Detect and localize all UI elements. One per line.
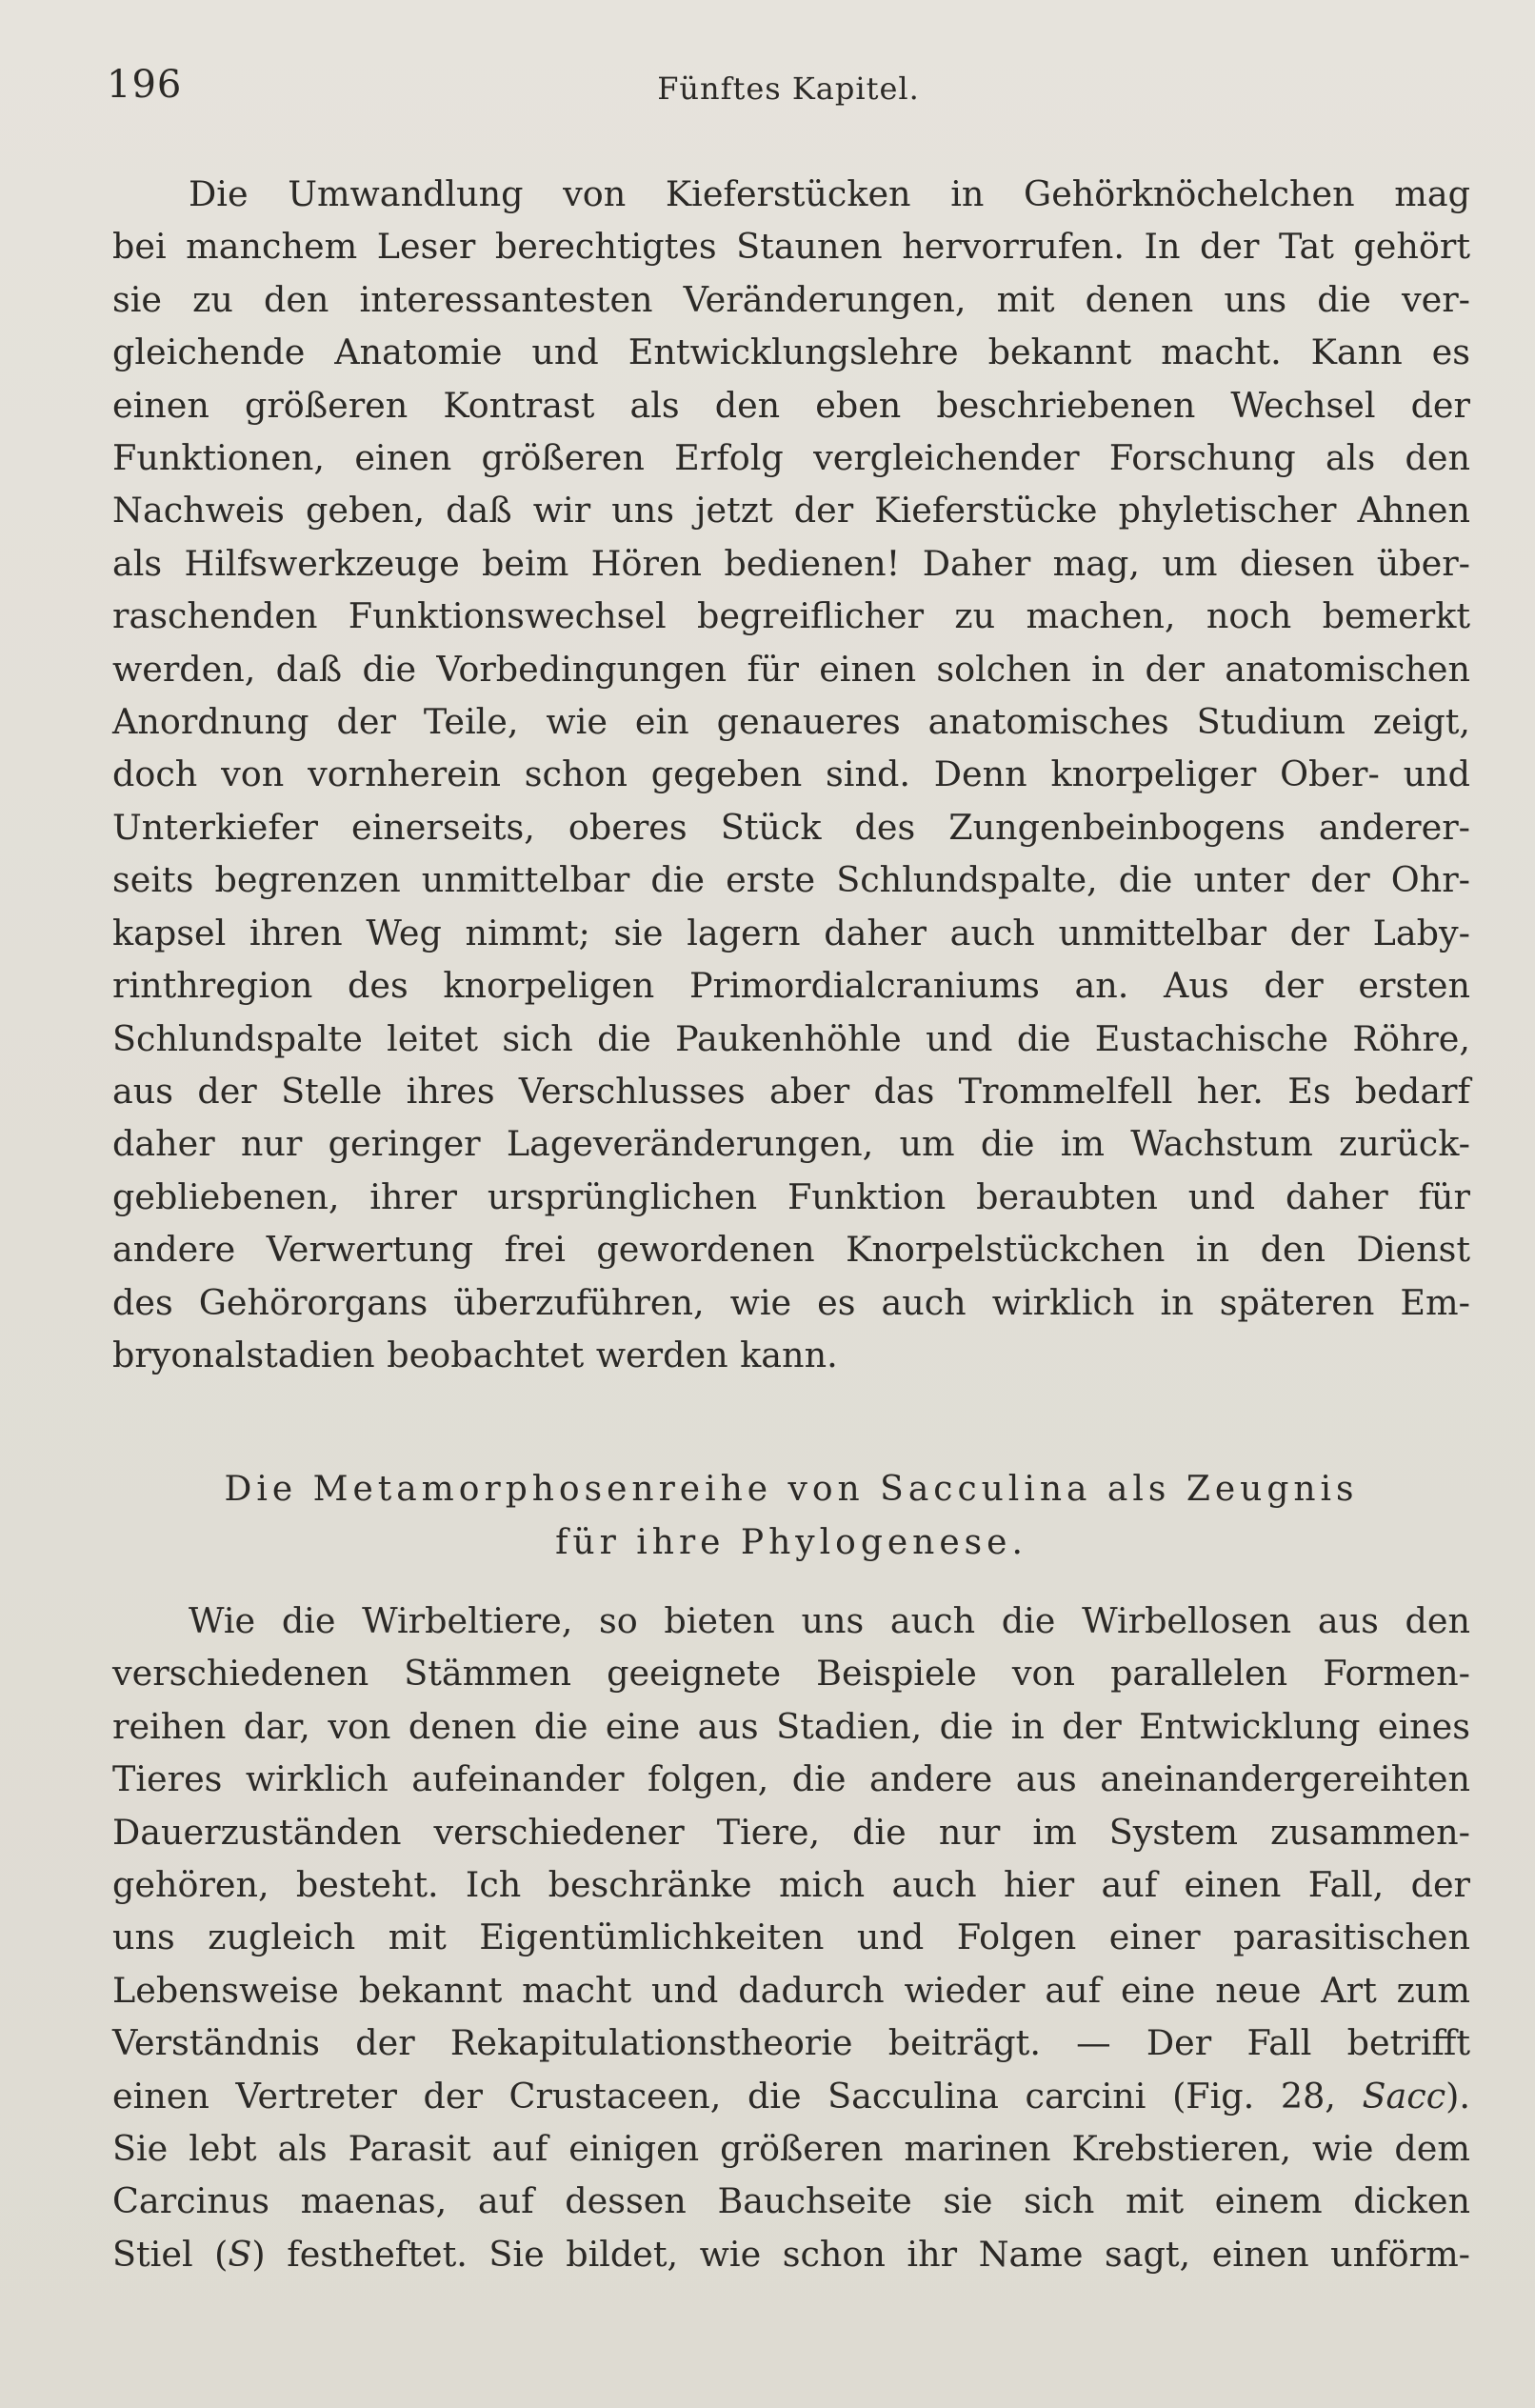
text-line: uns zugleich mit Eigentümlichkeiten und Folgen einer parasitischen	[112, 1916, 1470, 1958]
text-line: werden, daß die Vorbedingungen für einen solchen in der anatomischen	[112, 648, 1470, 690]
text-line: raschenden Funktionswechsel begreiflicher zu machen, noch bemerkt	[112, 595, 1470, 637]
text-line: rinthregion des knorpeligen Primordialcraniums an. Aus der ersten	[112, 965, 1470, 1007]
section-heading-line: Die Metamorphosenreihe von Sacculina als Zeugnis	[224, 1470, 1359, 1509]
text-line: Verständnis der Rekapitulationstheorie beiträgt. — Der Fall betrifft	[112, 2022, 1470, 2064]
section-heading-line: für ihre Phylogenese.	[555, 1523, 1027, 1562]
text-line: bryonalstadien beobachtet werden kann.	[112, 1334, 838, 1375]
text-line: andere Verwertung frei gewordenen Knorpelstückchen in den Dienst	[112, 1229, 1470, 1271]
text-line: Wie die Wirbeltiere, so bieten uns auch die Wirbellosen aus den	[189, 1600, 1470, 1641]
text-segment: Stiel (	[112, 2233, 229, 2275]
text-line: einen größeren Kontrast als den eben beschriebenen Wechsel der	[112, 384, 1470, 426]
text-line: des Gehörorgans überzuführen, wie es auch wirklich in späteren Em-	[112, 1281, 1470, 1323]
text-line: Tieres wirklich aufeinander folgen, die andere aus aneinandergereihten	[112, 1758, 1470, 1800]
text-segment: ) festheftet. Sie bildet, wie schon ihr Name sagt, einen unförm-	[251, 2233, 1471, 2275]
paragraph-wirbeltiere	[112, 1595, 1470, 2280]
text-line: Carcinus maenas, auf dessen Bauchseite sie sich mit einem dicken	[112, 2180, 1470, 2222]
running-head	[107, 63, 1470, 120]
chapter-title: Fünftes Kapitel.	[657, 70, 920, 107]
text-line: Dauerzuständen verschiedener Tiere, die nur im System zusammen-	[112, 1811, 1470, 1853]
text-line: Die Umwandlung von Kieferstücken in Gehörknöchelchen mag	[189, 173, 1470, 214]
text-line: aus der Stelle ihres Verschlusses aber das Trommelfell her. Es bedarf	[112, 1070, 1470, 1112]
text-segment: ).	[1445, 2075, 1470, 2117]
paragraph-umwandlung	[112, 168, 1470, 1381]
text-line: seits begrenzen unmittelbar die erste Schlundspalte, die unter der Ohr-	[112, 859, 1470, 901]
text-line: Funktionen, einen größeren Erfolg vergleichender Forschung als den	[112, 437, 1470, 479]
text-line: Anordnung der Teile, wie ein genaueres anatomisches Studium zeigt,	[112, 701, 1470, 743]
text-line: Unterkiefer einerseits, oberes Stück des Zungenbeinbogens anderer-	[112, 806, 1470, 848]
page-number: 196	[107, 63, 183, 107]
text-line: Sie lebt als Parasit auf einigen größeren marinen Krebstieren, wie dem	[112, 2128, 1470, 2170]
text-line: gleichende Anatomie und Entwicklungslehre bekannt macht. Kann es	[112, 331, 1470, 373]
text-line: bei manchem Leser berechtigtes Staunen hervorrufen. In der Tat gehört	[112, 226, 1470, 268]
text-line: doch von vornherein schon gegeben sind. Denn knorpeliger Ober- und	[112, 753, 1470, 795]
text-line	[112, 2228, 1470, 2280]
text-line: reihen dar, von denen die eine aus Stadien, die in der Entwicklung eines	[112, 1705, 1470, 1747]
text-line: sie zu den interessantesten Veränderungen, mit denen uns die ver-	[112, 278, 1470, 320]
section-heading	[112, 1463, 1470, 1570]
text-line: daher nur geringer Lageveränderungen, um die im Wachstum zurück-	[112, 1123, 1470, 1165]
text-line: gehören, besteht. Ich beschränke mich auch hier auf einen Fall, der	[112, 1864, 1470, 1906]
text-line: gebliebenen, ihrer ursprünglichen Funktion beraubten und daher für	[112, 1175, 1470, 1217]
text-line: kapsel ihren Weg nimmt; sie lagern daher auch unmittelbar der Laby-	[112, 912, 1470, 953]
text-line: Nachweis geben, daß wir uns jetzt der Kieferstücke phyletischer Ahnen	[112, 490, 1470, 532]
text-line: als Hilfswerkzeuge beim Hören bedienen! Daher mag, um diesen über-	[112, 542, 1470, 584]
text-line	[112, 2070, 1470, 2122]
text-segment: einen Vertreter der Crustaceen, die Sacculina carcini (Fig. 28,	[112, 2075, 1363, 2117]
text-line: Lebensweise bekannt macht und dadurch wieder auf eine neue Art zum	[112, 1969, 1470, 2011]
text-line: Schlundspalte leitet sich die Paukenhöhle und die Eustachische Röhre,	[112, 1017, 1470, 1059]
italic-figure-label: Sacc	[1362, 2075, 1446, 2117]
text-line: verschiedenen Stämmen geeignete Beispiele von parallelen Formen-	[112, 1653, 1470, 1695]
italic-figure-label: S	[228, 2233, 252, 2275]
